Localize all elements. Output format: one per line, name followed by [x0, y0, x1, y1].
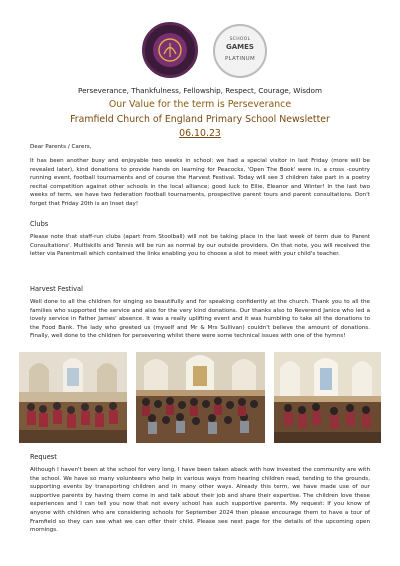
- greeting: Dear Parents / Carers,: [30, 144, 92, 150]
- games-logo-line3: PLATINUM: [224, 56, 256, 62]
- school-values: Perseverance, Thankfulness, Fellowship, Respect, Courage, Wisdom: [78, 86, 322, 95]
- harvest-paragraph: Well done to all the children for singing so beautifully and for speaking confidently at the church. Thank you to all the families who supported the service and also for the very kind donations. Our thanks also to Reverend Janice who led a lovely service in Father James' absence. It was a really uplifting event and it was humbling to take all the donations to the Food Bank. The lady who greeted us (myself and Mr & Mrs Sullivan) couldn't believe the amount of donations. Finally, well done to the children for persevering whilst there were some technical issues with one of the hymns!: [30, 299, 370, 340]
- value-of-term: Our Value for the term is Perseverance: [108, 99, 292, 110]
- games-logo-line1: SCHOOL: [229, 37, 251, 42]
- church-photo-3: [274, 352, 381, 443]
- crest-inner: [153, 33, 187, 67]
- newsletter-date: 06.10.23: [179, 128, 221, 139]
- request-heading: Request: [30, 453, 57, 461]
- school-games-platinum-logo: [213, 24, 267, 78]
- games-logo-line2: GAMES: [226, 43, 254, 51]
- church-photo-2: [136, 352, 265, 443]
- church-photo-1: [19, 352, 127, 443]
- request-paragraph: Although I haven't been at the school for very long, I have been taken aback with how invested the community are with the school. We have so many volunteers who help in various ways from hearing children read, tending to the grounds, supporting events by transporting children and in many other ways. Already this term, we have made use of our supportive parents by having them come in and talk about their job and share their expertise. The children love these experiences and I can tell you now that not every school has such supportive parents. My request: If you know of anyone with children who are considering schools for September 2024 then please encourage them to have a tour of Framfield so they can see what we can offer their child. Please see next page for the details of the upcoming open mornings.: [30, 467, 370, 534]
- crest-icon: [153, 33, 187, 67]
- clubs-heading: Clubs: [30, 220, 49, 228]
- harvest-heading: Harvest Festival: [30, 285, 83, 293]
- newsletter-title: Framfield Church of England Primary School Newsletter: [70, 114, 330, 125]
- school-crest-logo: [142, 22, 198, 78]
- clubs-paragraph: Please note that staff-run clubs (apart from Stoolball) will not be taking place in the last week of term due to Parent Consultations'. Multiskills and Tennis will be run as normal by our outside providers. On that note, you will received the letter via Parentmail which contained the links enabling you to choose a slot to meet with your child's teacher.: [30, 234, 370, 258]
- intro-paragraph: It has been another busy and enjoyable two weeks in school: we had a special visitor in last Friday (more will be revealed later), kind donations to provide hands on learning for Peacocks, 'Open The Book' were in, a cross -country running event, football tournaments and of course the Harvest Festival. Today will see 3 children take part in a poetry recital competition against other schools in the local alliance; good luck to Ellie, Eleanor and Winter! In the last two weeks of term, we have two federation football tournaments, prospective parent tours and parent consultations. Don't forget that Friday 20th is an Inset day!: [30, 158, 370, 207]
